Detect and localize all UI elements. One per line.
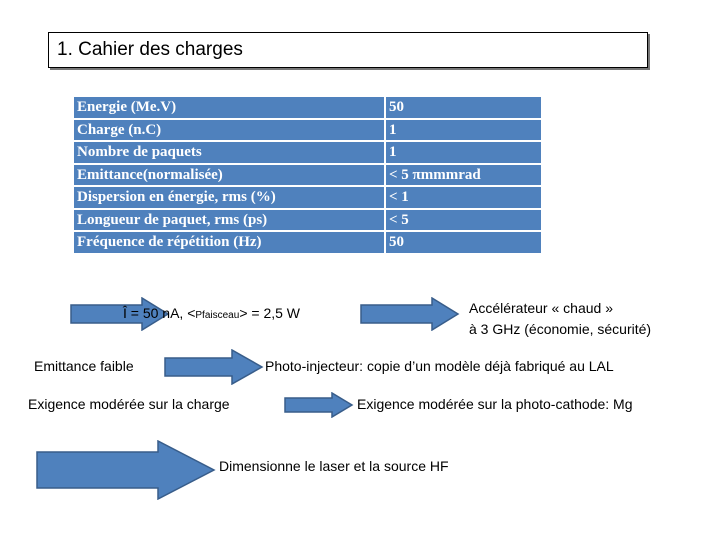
arrow-right-icon bbox=[284, 392, 354, 418]
spec-value: < 5 bbox=[386, 210, 541, 231]
photoinjector-note: Photo-injecteur: copie d’un modèle déjà fabriqué au LAL bbox=[265, 358, 614, 374]
emittance-note: Emittance faible bbox=[34, 358, 134, 374]
spec-parameter: Fréquence de répétition (Hz) bbox=[74, 232, 384, 253]
spec-parameter: Emittance(normalisée) bbox=[74, 165, 384, 186]
slide-title: 1. Cahier des charges bbox=[48, 32, 648, 68]
spec-value: 1 bbox=[386, 142, 541, 163]
spec-value: 1 bbox=[386, 120, 541, 141]
spec-row bbox=[74, 232, 541, 253]
spec-row bbox=[74, 187, 541, 208]
spec-value: < 5 πmmmrad bbox=[386, 165, 541, 186]
spec-value: 50 bbox=[386, 232, 541, 253]
arrow-right-icon bbox=[164, 349, 264, 385]
spec-row bbox=[74, 120, 541, 141]
spec-parameter: Energie (Me.V) bbox=[74, 97, 384, 118]
spec-value: < 1 bbox=[386, 187, 541, 208]
spec-row bbox=[74, 210, 541, 231]
large-arrow-right-icon bbox=[36, 440, 216, 500]
accelerator-note: Accélérateur « chaud » à 3 GHz (économie, sécurité) bbox=[469, 300, 652, 337]
beam-current-note: Î = 50 nA, <Pfaisceau> = 2,5 W bbox=[123, 305, 301, 321]
spec-parameter: Nombre de paquets bbox=[74, 142, 384, 163]
spec-parameter: Longueur de paquet, rms (ps) bbox=[74, 210, 384, 231]
spec-parameter: Dispersion en énergie, rms (%) bbox=[74, 187, 384, 208]
laser-note: Dimensionne le laser et la source HF bbox=[219, 458, 449, 474]
charge-requirement-note: Exigence modérée sur la charge bbox=[28, 396, 230, 412]
photocathode-note: Exigence modérée sur la photo-cathode: Mg bbox=[357, 396, 633, 412]
spec-row bbox=[74, 142, 541, 163]
spec-row bbox=[74, 97, 541, 118]
spec-value: 50 bbox=[386, 97, 541, 118]
arrow-right-icon bbox=[360, 297, 460, 331]
spec-parameter: Charge (n.C) bbox=[74, 120, 384, 141]
spec-row bbox=[74, 165, 541, 186]
spec-table bbox=[72, 95, 543, 255]
